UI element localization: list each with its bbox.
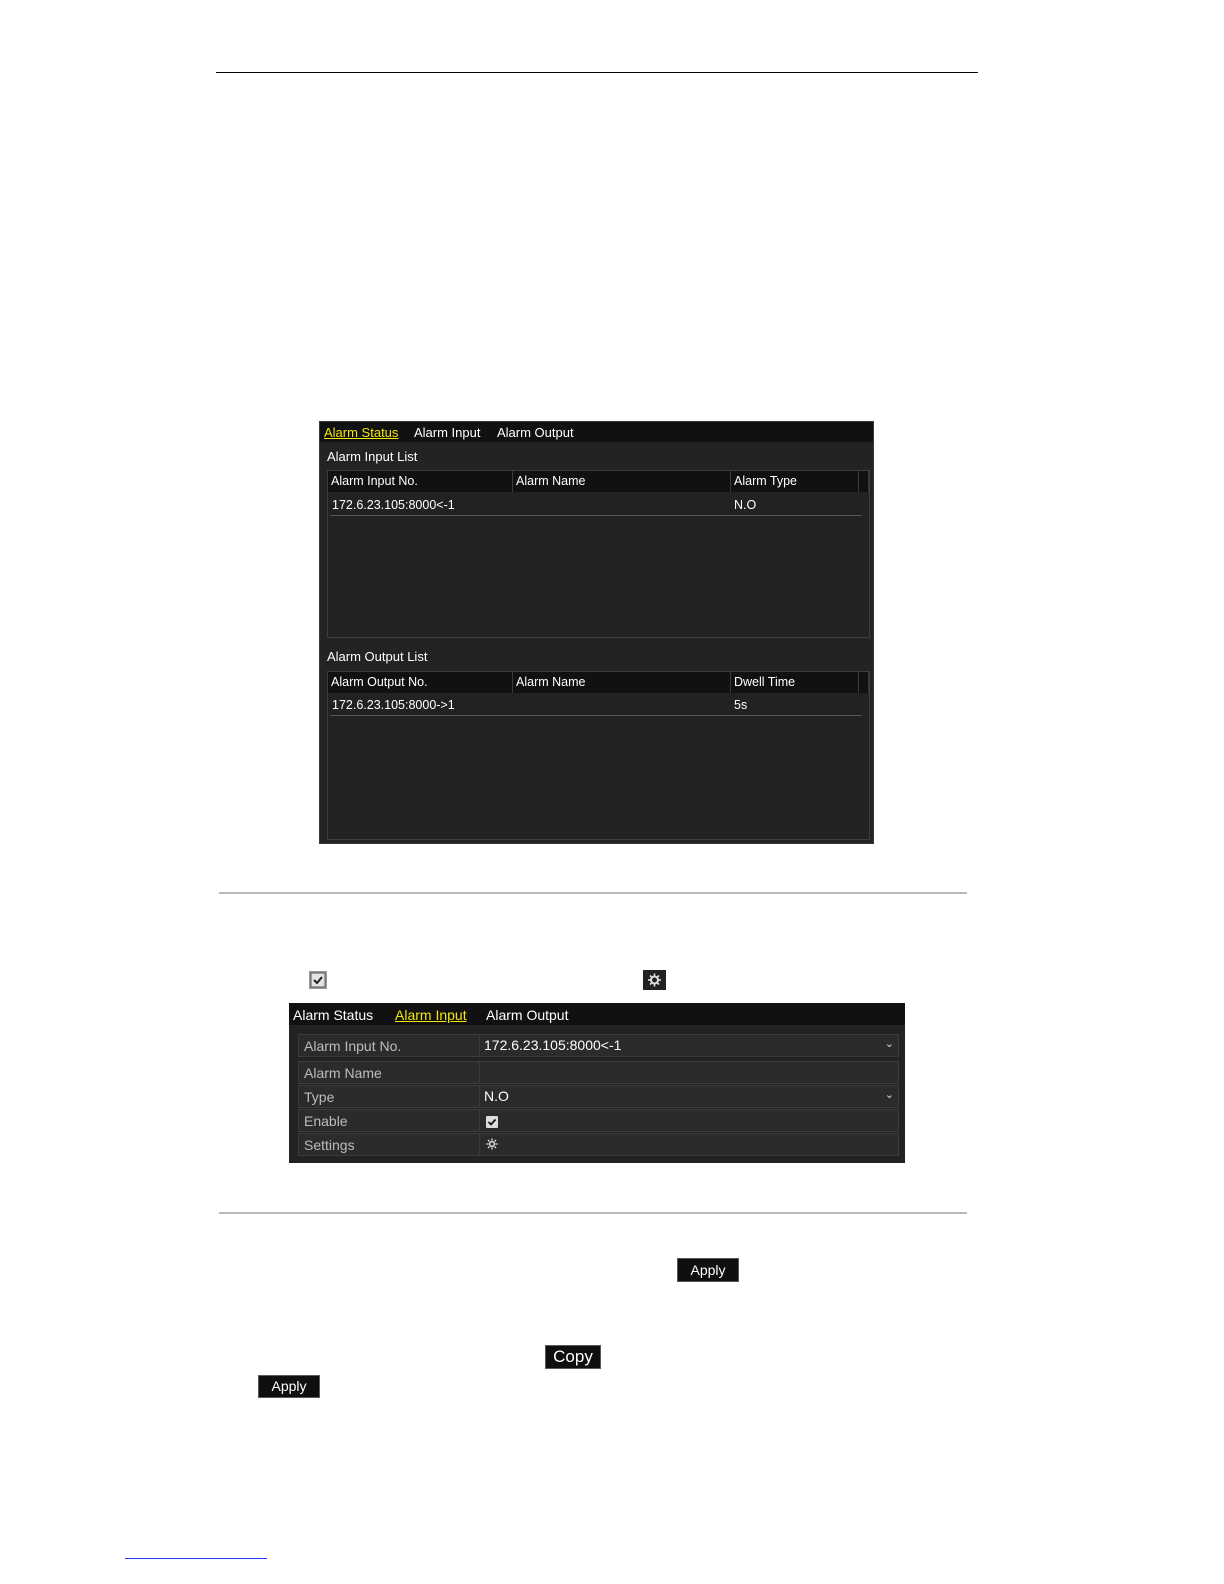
row-divider bbox=[330, 515, 862, 516]
alarm-input-no-select[interactable]: 172.6.23.105:8000<-1 bbox=[484, 1037, 622, 1053]
footer-link-underline[interactable] bbox=[125, 1558, 267, 1559]
alarm-input-panel bbox=[289, 1003, 905, 1163]
alarm-output-list-title: Alarm Output List bbox=[327, 649, 428, 664]
alarm-name-input[interactable] bbox=[484, 1064, 884, 1082]
column-header-alarm-output-no[interactable]: Alarm Output No. bbox=[328, 672, 513, 693]
settings-row bbox=[298, 1133, 899, 1156]
alarm-name-label: Alarm Name bbox=[304, 1065, 382, 1081]
alarm-input-list-title: Alarm Input List bbox=[327, 449, 418, 464]
gear-icon bbox=[643, 970, 666, 990]
table-cell-input-type: N.O bbox=[734, 498, 757, 512]
table-cell-output-no: 172.6.23.105:8000->1 bbox=[332, 698, 455, 712]
type-select[interactable]: N.O bbox=[484, 1088, 509, 1104]
settings-label: Settings bbox=[304, 1137, 355, 1153]
type-label: Type bbox=[304, 1089, 335, 1105]
apply-button[interactable]: Apply bbox=[258, 1375, 320, 1398]
alarm-output-list[interactable] bbox=[327, 671, 870, 840]
tab-alarm-input[interactable]: Alarm Input bbox=[395, 1007, 467, 1023]
header-rule bbox=[216, 72, 978, 73]
alarm-name-row bbox=[298, 1061, 899, 1084]
apply-button[interactable]: Apply bbox=[677, 1258, 739, 1282]
tab-alarm-output[interactable]: Alarm Output bbox=[486, 1007, 569, 1023]
tab-bar bbox=[289, 1003, 905, 1025]
tab-alarm-status[interactable]: Alarm Status bbox=[293, 1007, 374, 1023]
column-header-spacer bbox=[859, 672, 869, 693]
tab-alarm-status[interactable]: Alarm Status bbox=[324, 425, 399, 440]
alarm-input-no-label: Alarm Input No. bbox=[304, 1038, 402, 1054]
table-cell-dwell-time: 5s bbox=[734, 698, 748, 712]
checkbox-checked-icon bbox=[309, 971, 327, 989]
section-divider bbox=[219, 892, 967, 894]
settings-gear-button[interactable] bbox=[485, 1137, 499, 1156]
column-header-spacer bbox=[859, 471, 869, 492]
alarm-input-list[interactable] bbox=[327, 470, 870, 638]
column-header-alarm-input-no[interactable]: Alarm Input No. bbox=[328, 471, 513, 492]
column-header-dwell-time[interactable]: Dwell Time bbox=[731, 672, 859, 693]
type-row bbox=[298, 1085, 899, 1108]
tab-alarm-output[interactable]: Alarm Output bbox=[497, 425, 574, 440]
column-header-alarm-name[interactable]: Alarm Name bbox=[513, 672, 731, 693]
enable-row bbox=[298, 1109, 899, 1132]
enable-checkbox[interactable] bbox=[486, 1115, 498, 1133]
section-divider bbox=[219, 1212, 967, 1214]
chevron-down-icon[interactable]: ⌄ bbox=[884, 1089, 894, 1101]
table-cell-input-no: 172.6.23.105:8000<-1 bbox=[332, 498, 455, 512]
alarm-input-form bbox=[298, 1034, 899, 1158]
column-header-alarm-name[interactable]: Alarm Name bbox=[513, 471, 731, 492]
row-divider bbox=[330, 715, 862, 716]
enable-label: Enable bbox=[304, 1113, 348, 1129]
column-header-alarm-type[interactable]: Alarm Type bbox=[731, 471, 859, 492]
chevron-down-icon[interactable]: ⌄ bbox=[884, 1038, 894, 1050]
copy-button[interactable]: Copy bbox=[545, 1345, 601, 1369]
alarm-status-panel bbox=[319, 421, 874, 844]
tab-alarm-input[interactable]: Alarm Input bbox=[414, 425, 481, 440]
tab-bar bbox=[320, 422, 873, 442]
alarm-input-no-row bbox=[298, 1034, 899, 1057]
